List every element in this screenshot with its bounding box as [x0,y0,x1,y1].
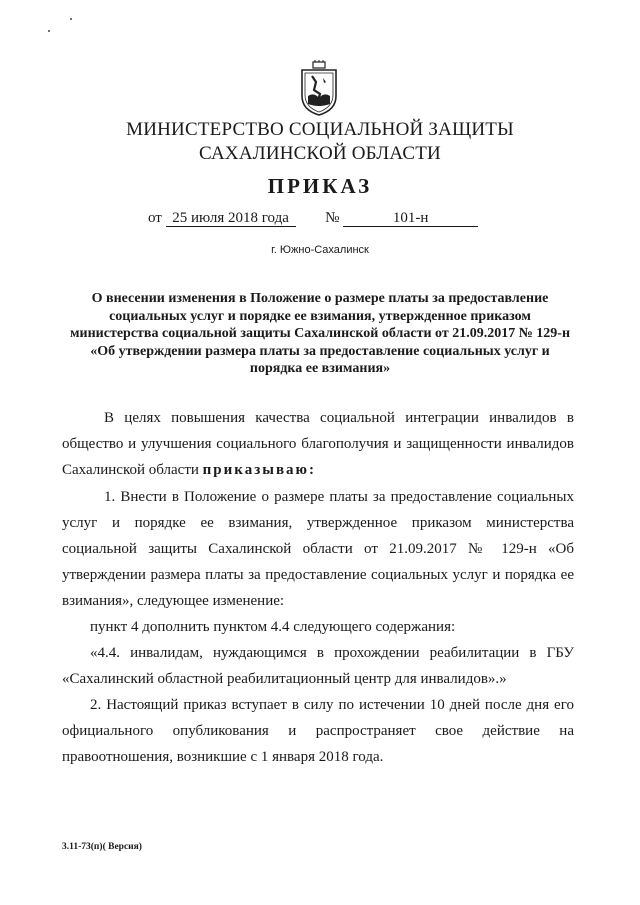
quote-paragraph: «4.4. инвалидам, нуждающимся в прохождении реабилитации в ГБУ «Сахалинский областной реабилитационный центр для инвалидов».» [62,645,574,687]
document-type: ПРИКАЗ [267,174,373,198]
ministry-name [0,118,640,166]
order-date: 25 июля 2018 года [166,211,296,227]
sakhalin-coat-of-arms-icon [296,60,342,116]
item-1-paragraph: 1. Внести в Положение о размере платы за предоставление социальных услуг и порядке ее взимания, утвержденное приказом министерства социальной защиты Сахалинской области от 21.09.2017 № 129-н «Об утверждении размера платы за предоставление социальных услуг и порядка ее взимания», следующее изменение: [62,489,574,609]
scan-mark [70,18,72,20]
order-subject: О внесении изменения в Положение о размере платы за предоставление социальных услуг и порядке ее взимания, утвержденное приказом министерства социальной защиты Сахалинской области от 21.09.2017 № 129-н «Об утверждении размера платы за предоставление социальных услуг и порядка ее взимания» [70,291,571,376]
form-code: 3.11-73(п)( Версия) [62,842,142,852]
ministry-line2: САХАЛИНСКОЙ ОБЛАСТИ [199,143,441,164]
orders-word: приказываю: [202,462,316,478]
number-sign: № [325,210,340,226]
order-date-number [148,210,478,227]
preamble-paragraph [62,405,574,483]
point-paragraph: пункт 4 дополнить пунктом 4.4 следующего содержания: [90,619,456,635]
item-2-paragraph: 2. Настоящий приказ вступает в силу по истечении 10 дней после дня его официального опубликования и распространяет свое действие на правоотношения, возникшие с 1 января 2018 года. [62,697,574,765]
ministry-line1: МИНИСТЕРСТВО СОЦИАЛЬНОЙ ЗАЩИТЫ [126,119,514,140]
order-number: 101-н [343,211,478,227]
scan-mark [48,30,50,32]
preamble-text: В целях повышения качества социальной интеграции инвалидов в общество и улучшения социального благополучия и защищенности инвалидов Сахалинской области [62,410,574,478]
city: г. Южно-Сахалинск [271,244,369,256]
date-prefix: от [148,210,162,226]
